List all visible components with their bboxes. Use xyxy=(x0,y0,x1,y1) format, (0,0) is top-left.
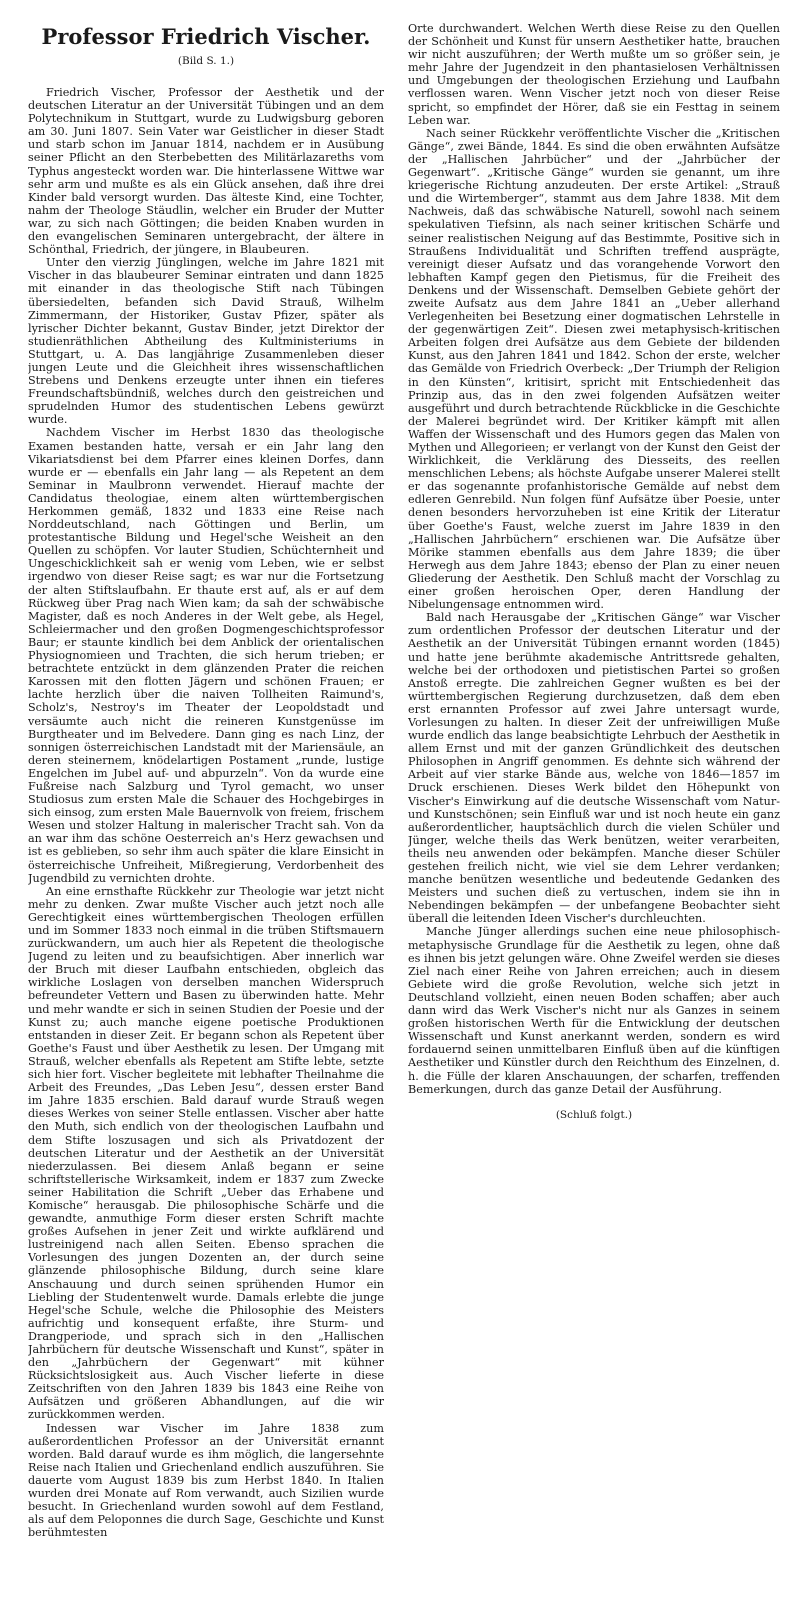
paragraph: Indessen war Vischer im Jahre 1838 zum außerordentlichen Professor an der Universität ernannt worden. Bald darauf wurde es ihm möglich, die langersehnte Reise nach Italien und Griechenland endlich auszuführen. Sie dauerte vom August 1839 bis zum Herbst 1840. In Italien wurden drei Monate auf Rom verwandt, auch Sizilien wurde besucht. In Griechenland wurden sowohl auf dem Festland, als auf dem Peloponnes die durch Sage, Geschichte und Kunst berühmtesten xyxy=(28,1421,384,1540)
paragraph: Friedrich Vischer, Professor der Aesthetik und der deutschen Literatur an der Universität Tübingen und an dem Polytechnikum in Stuttgart, wurde zu Ludwigsburg geboren am 30. Juni 1807. Sein Vater war Geistlicher in dieser Stadt und starb schon im Januar 1814, nachdem er in Ausübung seiner Pflicht an den Sterbebetten des Militärlazareths vom Typhus angesteckt worden war. Die hinterlassene Wittwe war sehr arm und mußte es als ein Glück ansehen, daß ihre drei Kinder bald versorgt wurden. Das älteste Kind, eine Tochter, nahm der Theologe Stäudlin, welcher ein Bruder der Mutter war, zu sich nach Göttingen; die beiden Knaben wurden in den evangelischen Seminaren untergebracht, der ältere in Schönthal, Friedrich, der jüngere, in Blaubeuren. xyxy=(28,86,384,257)
paragraph: Nachdem Vischer im Herbst 1830 das theologische Examen bestanden hatte, versah er ein Jahr lang den Vikariatsdienst bei dem Pfarrer eines kleinen Dorfes, dann wurde er — ebenfalls ein Jahr lang — als Repetent an dem Seminar in Maulbronn verwendet. Hierauf machte der Candidatus theologiae, einem alten württembergischen Herkommen gemäß, 1832 und 1833 eine Reise nach Norddeutschland, nach Göttingen und Berlin, um protestantische Bildung und Hegel'sche Weisheit an den Quellen zu schöpfen. Vor lauter Studien, Schüchternheit und Ungeschicklichkeit sah er wenig vom Leben, wie er selbst irgendwo von dieser Reise sagt; es war nur die Fortsetzung der alten Stiftslaufbahn. Er thaute erst auf, als er auf dem Rückweg über Prag nach Wien kam; da sah der schwäbische Magister, daß es noch Anderes in der Welt gebe, als Hegel, Schleiermacher und den großen Dogmengeschichtsprofessor Baur; er staunte kindlich bei dem Anblick der orientalischen Physiognomieen und Trachten, die sich herum trieben; er betrachtete entzückt in dem glänzenden Prater die reichen Karossen mit den flotten Jägern und schönen Frauen; er lachte herzlich über die naiven Tollheiten Raimund's, Scholz's, Nestroy's im Theater der Leopoldstadt und versäumte auch nicht die reineren Kunstgenüsse im Burgtheater und im Belvedere. Dann ging es nach Linz, der sonnigen österreichischen Landstadt mit der Mariensäule, an deren steinernem, knödelartigen Postament „runde, lustige Engelchen im Jubel auf- und abpurzeln“. Von da wurde eine Fußreise nach Salzburg und Tyrol gemacht, wo unser Studiosus zum ersten Male die Schauer des Hochgebirges in sich einsog, zum ersten Male Bauernvolk von freiem, frischem Wesen und stolzer Haltung in malerischer Tracht sah. Von da an war ihm das schöne Oesterreich an's Herz gewachsen und ist es geblieben, so sehr ihm auch später die klare Einsicht in österreichische Unfreiheit, Mißregierung, Verdorbenheit des Jugendbild zu vernichten drohte. xyxy=(28,426,384,885)
paragraph: Unter den vierzig Jünglingen, welche im Jahre 1821 mit Vischer in das blaubeurer Seminar eintraten und dann 1825 mit einander in das theologische Stift nach Tübingen übersiedelten, befanden sich David Strauß, Wilhelm Zimmermann, der Historiker, Gustav Pfizer, später als lyrischer Dichter bekannt, Gustav Binder, jetzt Direktor der studienräthlichen Abtheilung des Kultministeriums in Stuttgart, u. A. Das langjährige Zusammenleben dieser jungen Leute und die Gleichheit ihres wissenschaftlichen Strebens und Denkens erzeugte unter ihnen ein tieferes Freundschaftsbündniß, welches durch den geistreichen und sprudelnden Humor des studentischen Lebens gewürzt wurde. xyxy=(28,256,384,427)
image-reference: (Bild S. 1.) xyxy=(177,55,235,67)
paragraph: Orte durchwandert. Welchen Werth diese Reise zu den Quellen der Schönheit und Kunst für unsern Aesthetiker hatte, brauchen wir nicht auszuführen; der Werth mußte um so größer sein, je mehr Jahre der Jugendzeit in den phantasielosen Verhältnissen und Umgebungen der theologischen Erziehung und Laufbahn verflossen waren. Wenn Vischer jetzt noch von dieser Reise spricht, so empfindet der Hörer, daß sie ein Festtag in seinem Leben war. xyxy=(408,22,780,127)
left-column xyxy=(28,22,384,1614)
paragraph: Manche Jünger allerdings suchen eine neue philosophisch-metaphysische Grundlage für die Aesthetik zu legen, ohne daß es ihnen bis jetzt gelungen wäre. Ohne Zweifel werden sie dieses Ziel nach einer Reihe von Jahren erreichen; auch in diesem Gebiete wird die große Revolution, welche sich jetzt in Deutschland vollzieht, einen neuen Boden schaffen; aber auch dann wird das Werk Vischer's nicht nur als Ganzes in seinem großen historischen Werth für die Entwicklung der deutschen Wissenschaft und Kunst anerkannt werden, sondern es wird fordauernd seinen unmittelbaren Einfluß üben auf die künftigen Aesthetiker und Künstler durch den Reichthum des Einzelnen, d. h. die Fülle der klaren Anschauungen, der scharfen, treffenden Bemerkungen, durch das ganze Detail der Ausführung. xyxy=(408,925,780,1096)
paragraph: Nach seiner Rückkehr veröffentlichte Vischer die „Kritischen Gänge“, zwei Bände, 1844. Es sind die oben erwähnten Aufsätze der „Hallischen Jahrbücher“ und der „Jahrbücher der Gegenwart“. „Kritische Gänge“ wurden sie genannt, um ihre kriegerische Richtung anzudeuten. Der erste Artikel: „Strauß und die Wirtemberger“, stammt aus dem Jahre 1838. Mit dem Nachweis, daß das schwäbische Naturell, sowohl nach seinem spekulativen Tiefsinn, als nach seiner kritischen Schärfe und seiner realistischen Neigung auf das Bestimmte, Positive sich in Straußens Individualität und Schriften treffend ausprägte, vereinigt dieser Aufsatz und das vorangehende Vorwort den lebhaften Kampf gegen den Pietismus, für die Freiheit des Denkens und der Wissenschaft. Demselben Gebiete gehört der zweite Aufsatz aus dem Jahre 1841 an „Ueber allerhand Verlegenheiten bei Besetzung einer dogmatischen Lehrstelle in der gegenwärtigen Zeit“. Diesen zwei metaphysisch-kritischen Arbeiten folgen drei Aufsätze aus dem Gebiete der bildenden Kunst, aus den Jahren 1841 und 1842. Schon der erste, welcher das Gemälde von Friedrich Overbeck: „Der Triumph der Religion in den Künsten“, kritisirt, spricht mit Entschiedenheit das Prinzip aus, das in den zwei folgenden Aufsätzen weiter ausgeführt und durch betrachtende Rückblicke in die Geschichte der Malerei begründet wird. Der Kritiker kämpft mit allen Waffen der Wissenschaft und des Humors gegen das Malen von Mythen und Allegorieen; er verlangt von der Kunst den Geist der Wirklichkeit, die Verklärung des Diesseits, des reellen menschlichen Lebens; als höchste Aufgabe unserer Malerei stellt er das sogenannte profanhistorische Gemälde auf nebst dem edleren Genrebild. Nun folgen fünf Aufsätze über Poesie, unter denen besonders hervorzuheben ist eine Kritik der Literatur über Goethe's Faust, welche zuerst im Jahre 1839 in den „Hallischen Jahrbüchern“ erschienen war. Die Aufsätze über Mörike stammen ebenfalls aus dem Jahre 1839; die über Herwegh aus dem Jahre 1843; ebenso der Plan zu einer neuen Gliederung der Aesthetik. Den Schluß macht der Vorschlag zu einer großen heroischen Oper, deren Handlung der Nibelungensage entnommen wird. xyxy=(408,126,780,612)
continuation-note: (Schluß folgt.) xyxy=(555,1108,633,1121)
paragraph: Bald nach Herausgabe der „Kritischen Gänge“ war Vischer zum ordentlichen Professor der deutschen Literatur und der Aesthetik an der Universität Tübingen ernannt worden (1845) und hatte jene berühmte akademische Antrittsrede gehalten, welche bei der orthodoxen und pietistischen Partei so großen Anstoß erregte. Die zahlreichen Gegner wußten es bei der württembergischen Regierung durchzusetzen, daß dem eben erst ernannten Professor auf zwei Jahre untersagt wurde, Vorlesungen zu halten. In dieser Zeit der unfreiwilligen Muße wurde endlich das lange beabsichtigte Lehrbuch der Aesthetik in allem Ernst und mit der ganzen Gründlichkeit des deutschen Philosophen in Angriff genommen. Es dehnte sich während der Arbeit auf vier starke Bände aus, welche von 1846—1857 im Druck erschienen. Dieses Werk bildet den Höhepunkt von Vischer's Einwirkung auf die deutsche Wissenschaft vom Natur- und Kunstschönen; sein Einfluß war und ist noch heute ein ganz außerordentlicher, hauptsächlich durch die vielen Schüler und Jünger, welche theils das Werk benützen, weiter verarbeiten, theils neu anwenden oder bekämpfen. Manche dieser Schüler gestehen freilich nicht, wie viel sie dem Lehrer verdanken; manche benützen wesentliche und bedeutende Gedanken des Meisters und suchen dieß zu vertuschen, indem sie ihn in Nebendingen bekämpfen — der unbefangene Beobachter sieht überall die leitenden Ideen Vischer's durchleuchten. xyxy=(408,611,780,926)
article-title: Professor Friedrich Vischer. xyxy=(41,24,371,49)
paragraph: An eine ernsthafte Rückkehr zur Theologie war jetzt nicht mehr zu denken. Zwar mußte Vischer auch jetzt noch alle Gerechtigkeit eines württembergischen Theologen erfüllen und im Sommer 1833 noch einmal in die trüben Stiftsmauern zurückwandern, um auch hier als Repetent die theologische Jugend zu leiten und zu beaufsichtigen. Aber innerlich war der Bruch mit dieser Laufbahn entschieden, obgleich das wirkliche Loslagen von derselben manchen Widerspruch befreundeter Vettern und Basen zu überwinden hatte. Mehr und mehr wandte er sich in seinen Studien der Poesie und der Kunst zu; auch manche eigene poetische Produktionen entstanden in dieser Zeit. Er begann schon als Repetent über Goethe's Faust und über Aesthetik zu lesen. Der Umgang mit Strauß, welcher ebenfalls als Repetent am Stifte lebte, setzte sich hier fort. Vischer begleitete mit lebhafter Theilnahme die Arbeit des Freundes, „Das Leben Jesu“, dessen erster Band im Jahre 1835 erschien. Bald darauf wurde Strauß wegen dieses Werkes von seiner Stelle entlassen. Vischer aber hatte den Muth, sich endlich von der theologischen Laufbahn und dem Stifte loszusagen und sich als Privatdozent der deutschen Literatur und der Aesthetik an der Universität niederzulassen. Bei diesem Anlaß begann er seine schriftstellerische Wirksamkeit, indem er 1837 zum Zwecke seiner Habilitation die Schrift „Ueber das Erhabene und Komische“ herausgab. Die philosophische Schärfe und die gewandte, anmuthige Form dieser ersten Schrift machte großes Aufsehen in jener Zeit und wirkte aufklärend und lustreinigend nach allen Seiten. Ebenso sprachen die Vorlesungen des jungen Dozenten an, der durch seine glänzende philosophische Bildung, durch seine klare Anschauung und durch seinen sprühenden Humor ein Liebling der Studentenwelt wurde. Damals erlebte die junge Hegel'sche Schule, welche die Philosophie des Meisters aufrichtig und konsequent erfaßte, ihre Sturm- und Drangperiode, und sprach sich in den „Hallischen Jahrbüchern für deutsche Wissenschaft und Kunst“, später in den „Jahrbüchern der Gegenwart“ mit kühner Rücksichtslosigkeit aus. Auch Vischer lieferte in diese Zeitschriften von den Jahren 1839 bis 1843 eine Reihe von Aufsätzen und größeren Abhandlungen, auf die wir zurückkommen werden. xyxy=(28,884,384,1422)
right-column xyxy=(408,22,780,1614)
